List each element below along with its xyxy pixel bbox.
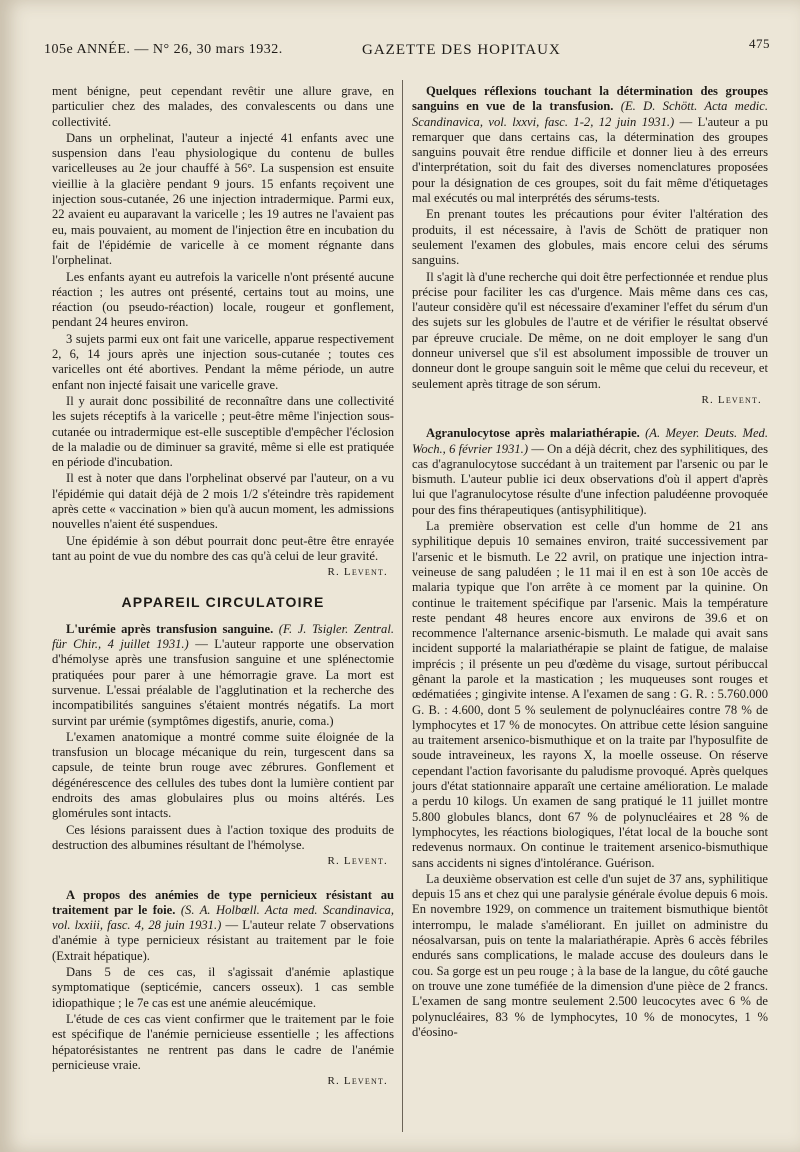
paragraph: Dans un orphelinat, l'auteur a injecté 41 enfants avec une suspension dans l'eau physiologique du contenu de bulles varicelleuses au 2e jour chauffé à 56°. La suspension est ensuite vieillie à la glacière pendant 9 jours. 15 enfants reçoivent une injection sous-cutanée, 26 une injection intradermique. Parmi eux, 22 avaient eu auparavant la varicelle ; les 19 autres ne l'avaient pas eu, mais pouvaient, au moment de l'injection être en incubation du fait de l'épidémie de varicelle à ce moment régnante dans l'orphelinat. bbox=[52, 130, 394, 268]
section-title: APPAREIL CIRCULATOIRE bbox=[121, 593, 325, 610]
article-title: A propos des anémies de type pernicieux résistant au traitement par le foie. bbox=[52, 887, 394, 917]
article-text: — L'auteur rapporte une observation d'hémolyse après une transfusion sanguine et une splénectomie pratiquées pour parer à une hémorragie grave. La mort est survenue. L'essai préalable de l'agglutination et la recherche des incompatibilités sanguines s'étaient montrés négatifs. La mort survint par urémie (symptômes digestifs, anurie, coma.) bbox=[52, 637, 395, 728]
right-column bbox=[412, 84, 768, 1041]
paragraph: ment bénigne, peut cependant revêtir une allure grave, en particulier chez des malades, des convalescents ou dans une collectivité. bbox=[52, 84, 394, 129]
page-header bbox=[44, 36, 770, 60]
article-intro bbox=[52, 888, 394, 964]
article-title: Quelques réflexions touchant la détermination des groupes sanguins en vue de la transfusion. bbox=[412, 84, 768, 114]
paragraph: La première observation est celle d'un homme de 21 ans syphilitique depuis 10 semaines environ, traité successivement par l'arsenic et le bismuth. Le 22 avril, on pratique une injection intra-veineuse de sang paludéen ; le 11 mai il en est à son 10e accès de malaria typique que l'on arrête à ce moment par la quinine. On continue le traitement spécifique par l'arsenic. Mais la température reste pendant 48 heures encore aux environs de 39.6 et on recommence l'alternance arsenic-bismuth. Le malade qui avait sans incident supporté la malariathérapie se plaint de fatigue, de malaise imprécis ; il présente un peu d'œdème du visage, surtout péribuccal gênant la parole et la mastication ; les muqueuses sont rouges et œdématiées ; gingivite intense. A l'examen de sang : G. R. : 5.760.000 G. B. : 4.600, dont 5 % seulement de polynucléaires contre 78 % de lymphocytes et 17 % de monocytes. On attribue cette lésion sanguine au traitement arsenico-bismuthique et on la traite par l'hyposulfite de soude intraveineux, les rayons X, la moelle osseuse. On réserve cependant l'action favorisante du paludisme provoqué. Après quelques jours d'état stationnaire apparaît une certaine amélioration. Le malade a perdu 10 kilogs. Un examen de sang pratiqué le 11 juillet montre 5.800 globules blancs, dont 67 % de polynucléaires et 28 % de lymphocytes, les réactions biologiques, l'état local de la bouche sont redevenus normaux. On continue le traitement arsenico-bismuthique sans accidents ni signes d'intolérance. Guérison. bbox=[412, 519, 768, 870]
article-text: — L'auteur a pu remarquer que dans certains cas, la détermination des groupes sanguins pouvait être rendue difficile et donner lieu à des erreurs d'interprétation, soit du fait des diverses nomenclatures proposées pour la désignation de ces groupes, soit du fait même d'étiquetages mal exécutés ou mal interprétés des sérums-tests. bbox=[412, 114, 768, 206]
page-number: 475 bbox=[749, 36, 770, 51]
paragraph: En prenant toutes les précautions pour éviter l'altération des produits, il est nécessaire, à l'avis de Schött de pratiquer non seulement l'examen des globules, mais encore celui des sérums sanguins. bbox=[412, 207, 768, 268]
paragraph: 3 sujets parmi eux ont fait une varicelle, apparue respectivement 2, 6, 14 jours après une injection sous-cutanée ; toutes ces varicelles ont été abortives. Pendant la même période, un autre enfant non injecté faisait une varicelle grave. bbox=[52, 331, 394, 392]
article-title: Agranulocytose après malariathérapie. bbox=[426, 426, 640, 441]
author-signature: R. Levent. bbox=[327, 1075, 388, 1088]
author-signature: R. Levent. bbox=[701, 393, 762, 406]
article-reference: (F. J. Tsigler. Zentral. für Chir., 4 juillet 1931.) bbox=[52, 621, 394, 652]
article-text: — On a déjà décrit, chez des syphilitiques, des cas d'agranulocytose succédant à un traitement par l'arsenic ou par le bismuth. L'auteur publie ici deux observations d'où il appert d'après lui que l'agranulocytose résulte d'une infection paludéenne provoquée pour des fins thérapeutiques (antisyphilitique). bbox=[412, 441, 769, 517]
column-divider bbox=[402, 80, 403, 1132]
article-reference: (A. Meyer. Deuts. Med. Woch., 6 février 1931.) bbox=[412, 426, 768, 456]
paragraph: Il y aurait donc possibilité de reconnaître dans une collectivité les sujets réceptifs à la varicelle ; peut-être même l'injection sous-cutanée ou intradermique est-elle susceptible d'empêcher l'éclosion de la maladie ou de diminuer sa gravité, même si elle est pratiquée en période d'incubation. bbox=[52, 393, 394, 470]
journal-title: GAZETTE DES HOPITAUX bbox=[362, 42, 561, 58]
issue-info: 105e ANNÉE. — N° 26, 30 mars 1932. bbox=[44, 42, 283, 57]
article-intro bbox=[412, 84, 768, 206]
paragraph: L'étude de ces cas vient confirmer que le traitement par le foie est spécifique de l'anémie pernicieuse essentielle ; les affections hépatorésistantes ne rentrent pas dans le cadre de l'anémie pernicieuse vraie. bbox=[52, 1011, 394, 1072]
author-signature: R. Levent. bbox=[327, 855, 388, 868]
paragraph: Une épidémie à son début pourrait donc peut-être être enrayée tant au point de vue du nombre des cas qu'à celui de leur gravité. bbox=[52, 533, 394, 563]
left-column bbox=[52, 84, 394, 1093]
article-reference: (E. D. Schött. Acta medic. Scandinavica, vol. lxxvi, fasc. 1-2, 12 juin 1931.) bbox=[412, 99, 768, 129]
paragraph: L'examen anatomique a montré comme suite éloignée de la transfusion un blocage mécanique du rein, turgescent dans sa capsule, de teinte brun rouge avec zébrures. Gonflement et dégénérescence des cellules des tubes dont la lumière contient par endroits des amas globulaires plus ou moins altérés. Les glomérules sont intacts. bbox=[52, 729, 394, 821]
article-text: — L'auteur relate 7 observations d'anémie à type pernicieux résistant au traitement par le foie (Extrait hépatique). bbox=[52, 918, 395, 963]
paragraph: Dans 5 de ces cas, il s'agissait d'anémie aplastique symptomatique (septicémie, cancers osseux). 1 cas semble idiopathique ; le 7e cas est une anémie aleucémique. bbox=[52, 965, 394, 1010]
article-separator bbox=[412, 412, 768, 426]
article-reference: (S. A. Holbœll. Acta med. Scandinavica, vol. lxxiii, fasc. 4, 28 juin 1931.) bbox=[52, 902, 394, 933]
paragraph: Il est à noter que dans l'orphelinat observé par l'auteur, on a vu l'épidémie qui datait déjà de 2 mois 1/2 s'éteindre très rapidement après cette « vaccination » bien qu'à aucun moment, les admissions nouvelles n'aient été suspendues. bbox=[52, 471, 394, 532]
author-signature: R. Levent. bbox=[327, 566, 388, 579]
paragraph: Ces lésions paraissent dues à l'action toxique des produits de destruction des albumines résultant de l'hémolyse. bbox=[52, 822, 394, 852]
article-title: L'urémie après transfusion sanguine. bbox=[66, 621, 274, 636]
paragraph: La deuxième observation est celle d'un sujet de 37 ans, syphilitique depuis 15 ans et chez qui une paralysie générale évolue depuis 6 mois. En novembre 1929, on commence un traitement bismuthique bientôt interrompu, le malade s'améliorant. En juillet on administre du néosalvarsan, puis on tente la malariathérapie. Après 6 accès fébriles endurés sans complications, le malade accuse des douleurs dans le cou. Sa gorge est un peu rouge ; à la base de la langue, du côté gauche on trouve une zone tuméfiée de la dimension d'une pièce de 2 francs. L'examen de sang montre seulement 2.500 leucocytes avec 6 % de polynucléaires, 83 % de lymphocytes, 10 % de monocytes, 1 % d'éosino- bbox=[412, 871, 768, 1039]
paragraph: Il s'agit là d'une recherche qui doit être perfectionnée et rendue plus précise pour faciliter les cas d'urgence. Mais même dans ces cas, l'auteur considère qu'il est nécessaire d'examiner l'effet du sérum d'un des sujets sur les globules de l'autre et de vérifier le résultat observé par épreuve cruciale. De même, on ne doit employer le sang d'un donneur universel que s'il est absolument impossible de trouver un donneur dont le groupe sanguin soit le même que celui du receveur, et seulement après titrage de son sérum. bbox=[412, 269, 768, 391]
article-intro bbox=[52, 622, 394, 729]
paragraph: Les enfants ayant eu autrefois la varicelle n'ont présenté aucune réaction ; les autres ont présenté, certains tout au moins, une réaction (ou pseudo-réaction) locale, rougeur et gonflement, pendant 24 heures environ. bbox=[52, 269, 394, 330]
article-separator bbox=[52, 874, 394, 888]
article-intro bbox=[412, 426, 768, 518]
